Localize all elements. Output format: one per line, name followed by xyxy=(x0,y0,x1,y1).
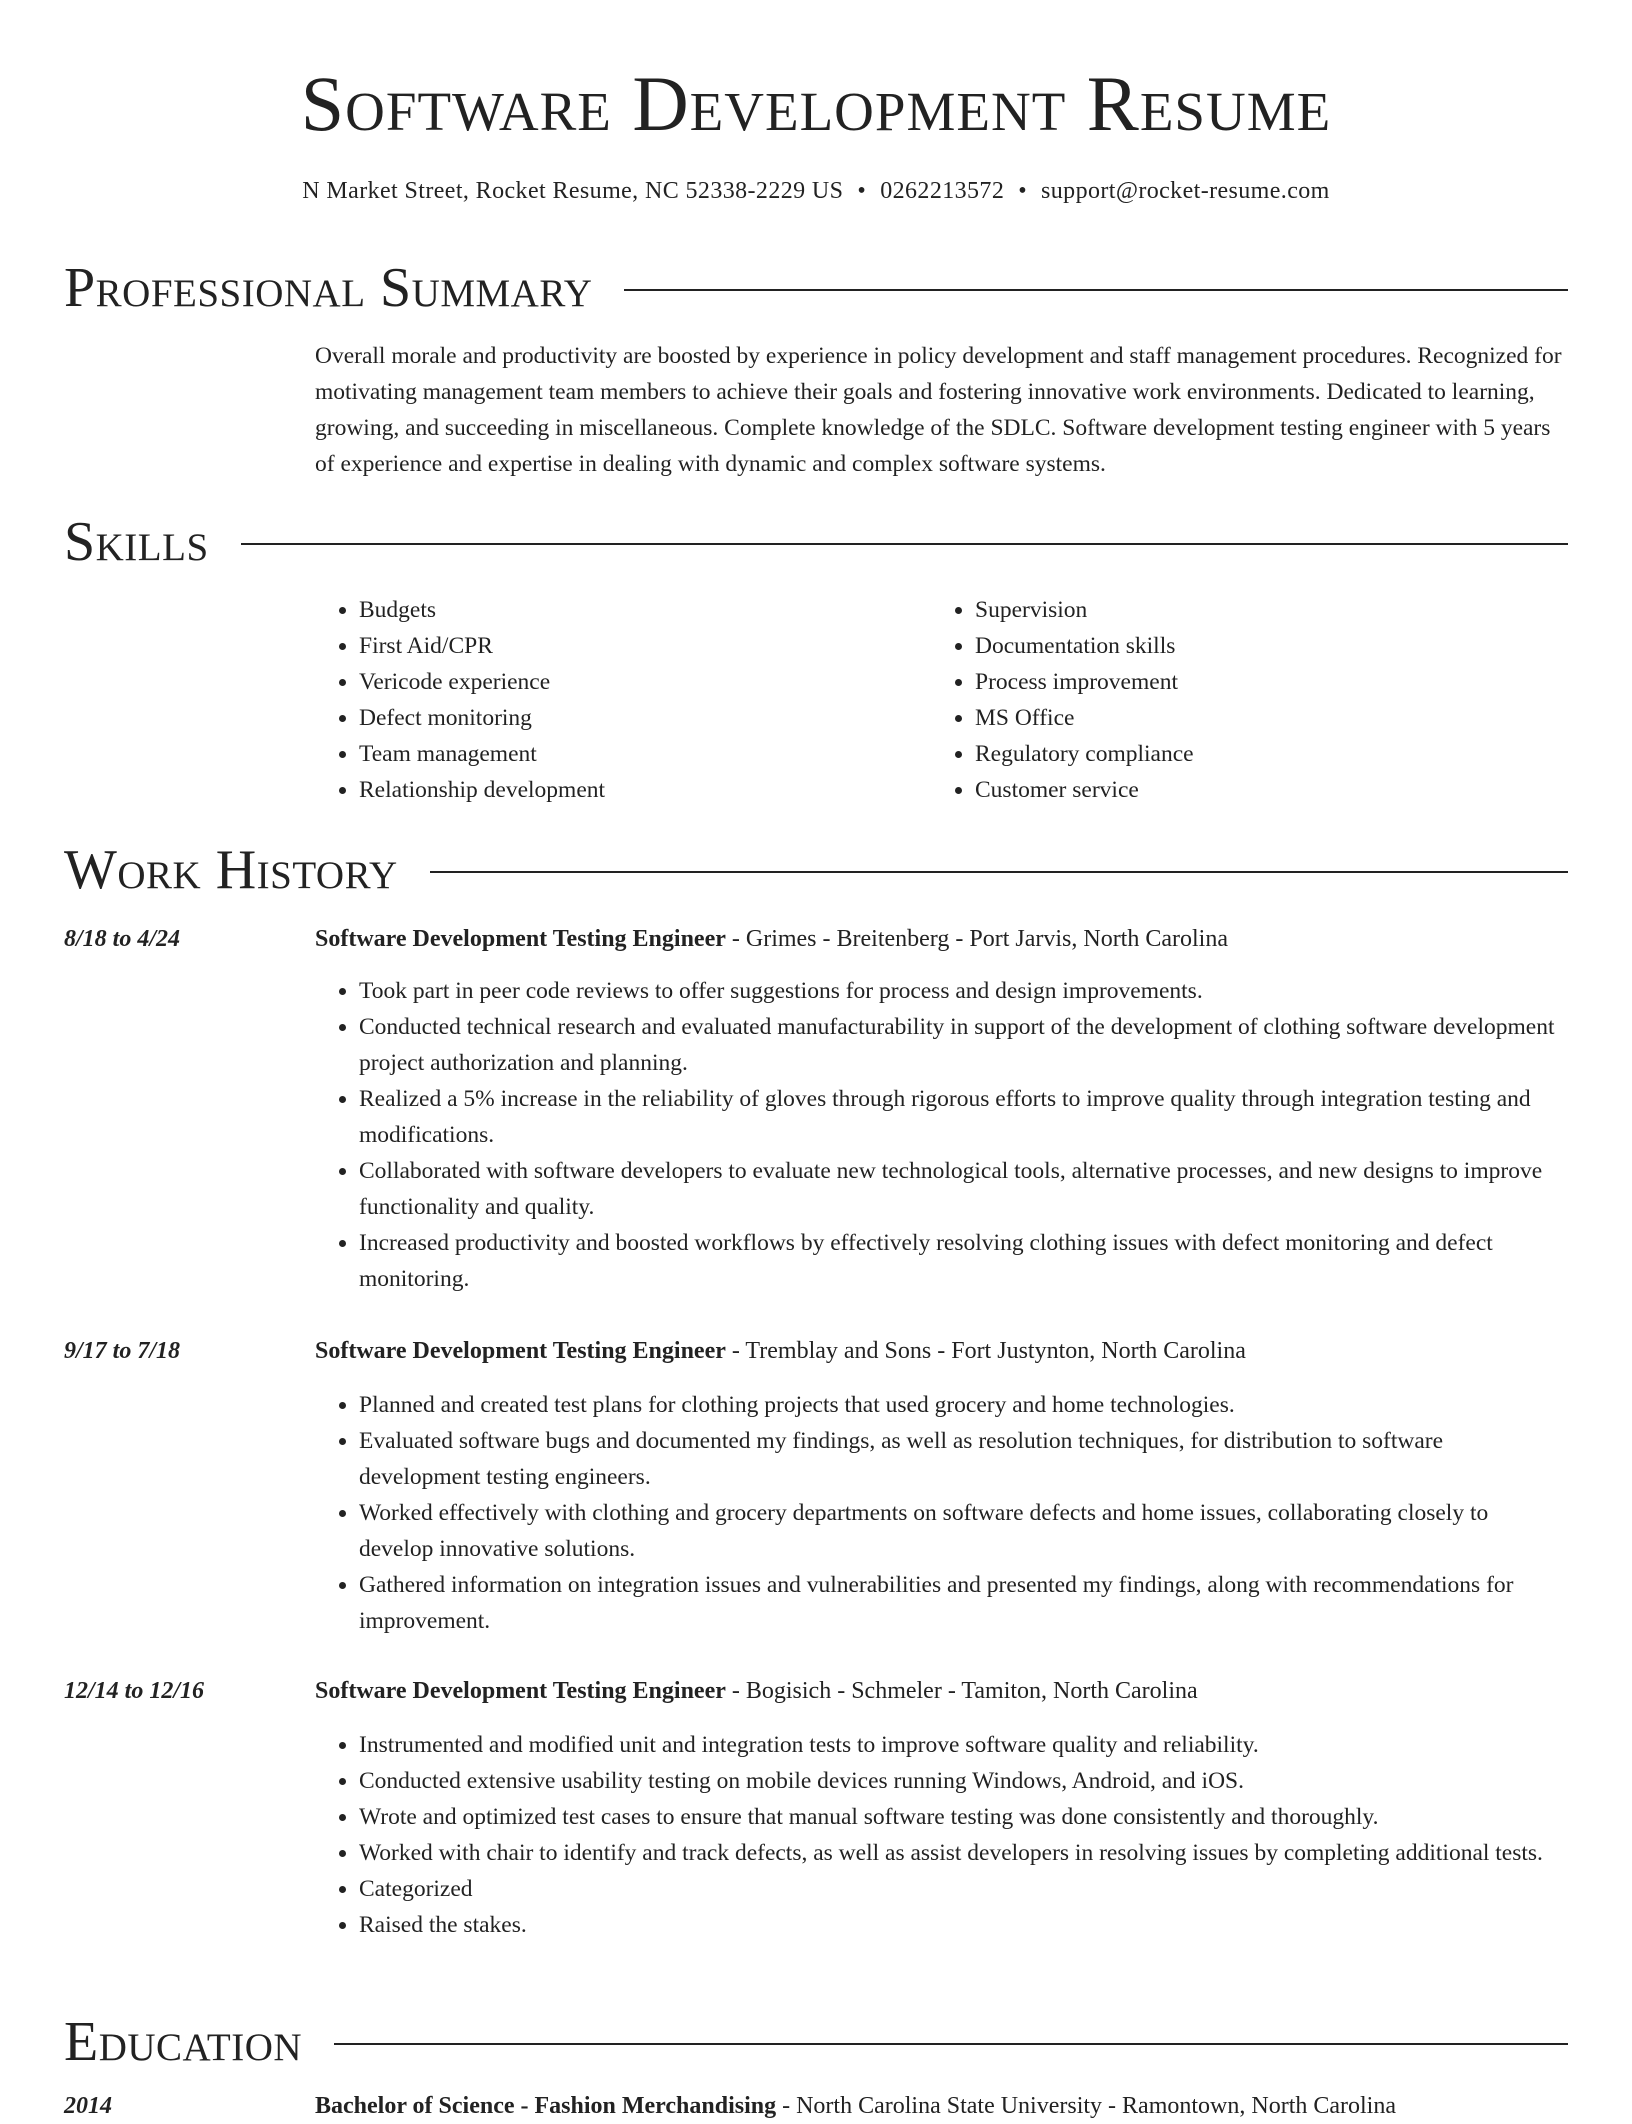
resume-name: Software Development Resume xyxy=(300,60,1332,147)
job-bullet: • Conducted technical research and evaluated manufacturability in support of the development of clothing software development project authorization and planning. xyxy=(359,1009,1568,1081)
contact-separator: • xyxy=(1018,178,1028,204)
section-divider xyxy=(241,543,1568,545)
job-employer: - Bogisich - Schmeler - Tamiton, North Carolina xyxy=(725,1678,1198,1704)
skill-item: • Budgets xyxy=(359,592,931,628)
skill-item: • First Aid/CPR xyxy=(359,628,931,664)
skills-section-title: Skills xyxy=(64,511,209,573)
summary-section xyxy=(315,338,1568,482)
work-section-header xyxy=(64,838,1568,902)
section-divider xyxy=(624,289,1568,291)
job-bullets xyxy=(315,973,1568,1297)
skill-item: • MS Office xyxy=(975,700,1547,736)
skills-section xyxy=(315,592,1568,808)
education-dates: 2014 xyxy=(64,2093,112,2119)
job-bullet: • Gathered information on integration issues and vulnerabilities and presented my findings, along with recommendations for improvement. xyxy=(359,1567,1568,1639)
job-employer: - Tremblay and Sons - Fort Justynton, North Carolina xyxy=(725,1338,1246,1364)
job-bullet: • Worked effectively with clothing and grocery departments on software defects and home issues, collaborating closely to develop innovative solutions. xyxy=(359,1495,1568,1567)
summary-section-header xyxy=(64,256,1568,320)
education-degree: Bachelor of Science - Fashion Merchandising xyxy=(315,2093,777,2119)
job-title: Software Development Testing Engineer xyxy=(315,1338,726,1364)
job-bullet: • Wrote and optimized test cases to ensure that manual software testing was done consistently and thoroughly. xyxy=(359,1799,1568,1835)
job-employer: - Grimes - Breitenberg - Port Jarvis, North Carolina xyxy=(725,926,1228,952)
summary-section-title: Professional Summary xyxy=(64,257,593,319)
skills-list-left xyxy=(315,592,931,808)
education-section-title: Education xyxy=(64,2011,303,2073)
job-dates: 9/17 to 7/18 xyxy=(64,1338,181,1364)
resume-page xyxy=(64,0,1568,2119)
skill-item: • Relationship development xyxy=(359,772,931,808)
job-bullet: • Planned and created test plans for clothing projects that used grocery and home technologies. xyxy=(359,1387,1568,1423)
work-section-title: Work History xyxy=(64,839,398,901)
education-title-line xyxy=(315,2088,1568,2124)
contact-line xyxy=(64,176,1568,206)
job-bullet: • Took part in peer code reviews to offer suggestions for process and design improvements. xyxy=(359,973,1568,1009)
job-title: Software Development Testing Engineer xyxy=(315,926,726,952)
skill-item: • Vericode experience xyxy=(359,664,931,700)
skills-list-right xyxy=(931,592,1547,808)
job-title-line xyxy=(315,921,1568,957)
section-divider xyxy=(430,871,1568,873)
job-bullet: • Categorized xyxy=(359,1871,1568,1907)
skill-item: • Defect monitoring xyxy=(359,700,931,736)
skill-item: • Supervision xyxy=(975,592,1547,628)
job-bullet: • Evaluated software bugs and documented my findings, as well as resolution techniques, for distribution to software development testing engineers. xyxy=(359,1423,1568,1495)
job-bullet: • Realized a 5% increase in the reliability of gloves through rigorous efforts to improve quality through integration testing and modifications. xyxy=(359,1081,1568,1153)
job-title-line xyxy=(315,1673,1568,1709)
summary-text: Overall morale and productivity are boosted by experience in policy development and staff management procedures. Recognized for motivating management team members to achieve their goals and fostering innovative work environments. Dedicated to learning, growing, and succeeding in miscellaneous. Complete knowledge of the SDLC. Software development testing engineer with 5 years of experience and expertise in dealing with dynamic and complex software systems. xyxy=(315,343,1562,477)
skill-item: • Process improvement xyxy=(975,664,1547,700)
skill-item: • Regulatory compliance xyxy=(975,736,1547,772)
job-bullet: • Conducted extensive usability testing on mobile devices running Windows, Android, and iOS. xyxy=(359,1763,1568,1799)
contact-address: N Market Street, Rocket Resume, NC 52338-2229 US xyxy=(302,178,844,204)
section-divider xyxy=(334,2043,1568,2045)
skill-item: • Team management xyxy=(359,736,931,772)
education-school: - North Carolina State University - Ramontown, North Carolina xyxy=(776,2093,1396,2119)
job-dates: 12/14 to 12/16 xyxy=(64,1678,205,1704)
contact-email: support@rocket-resume.com xyxy=(1041,178,1330,204)
job-bullet: • Collaborated with software developers to evaluate new technological tools, alternative processes, and new designs to improve functionality and quality. xyxy=(359,1153,1568,1225)
job-bullet: • Raised the stakes. xyxy=(359,1907,1568,1943)
job-bullets xyxy=(315,1727,1568,1943)
job-title: Software Development Testing Engineer xyxy=(315,1678,726,1704)
skill-item: • Documentation skills xyxy=(975,628,1547,664)
job-bullets xyxy=(315,1387,1568,1639)
job-bullet: • Increased productivity and boosted workflows by effectively resolving clothing issues with defect monitoring and defect monitoring. xyxy=(359,1225,1568,1297)
contact-phone: 0262213572 xyxy=(880,178,1005,204)
education-section-header xyxy=(64,2010,1568,2074)
contact-separator: • xyxy=(857,178,867,204)
job-dates: 8/18 to 4/24 xyxy=(64,926,181,952)
skills-section-header xyxy=(64,510,1568,574)
job-title-line xyxy=(315,1333,1568,1369)
job-bullet: • Instrumented and modified unit and integration tests to improve software quality and reliability. xyxy=(359,1727,1568,1763)
skill-item: • Customer service xyxy=(975,772,1547,808)
job-bullet: • Worked with chair to identify and track defects, as well as assist developers in resolving issues by completing additional tests. xyxy=(359,1835,1568,1871)
